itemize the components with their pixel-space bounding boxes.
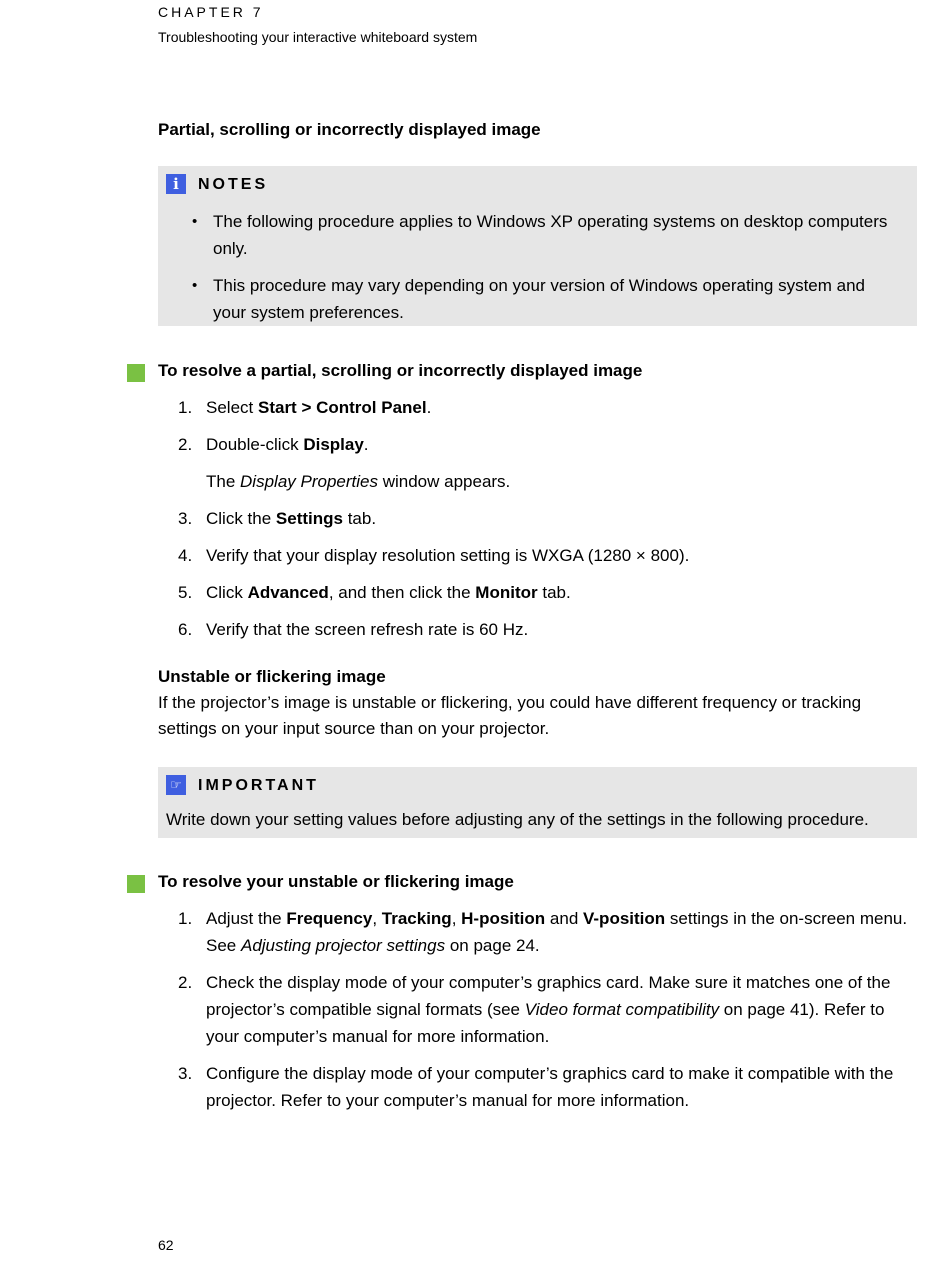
chapter-subtitle: Troubleshooting your interactive whiteboard system: [158, 29, 478, 45]
procedure-title-partial-image: To resolve a partial, scrolling or incorrectly displayed image: [158, 361, 643, 380]
step-ui-label: Tracking: [381, 909, 452, 928]
step-number: 2.: [178, 435, 193, 454]
step-text: ,: [372, 909, 382, 928]
step-item: [178, 505, 918, 532]
section-heading-partial-image: Partial, scrolling or incorrectly displayed image: [158, 120, 541, 139]
procedure-square-icon: [127, 364, 145, 382]
step-item: [178, 1060, 918, 1114]
section-heading-unstable-image: Unstable or flickering image: [158, 667, 386, 686]
step-item: [178, 431, 918, 458]
cross-reference: Video format compatibility: [524, 1000, 720, 1019]
step-text: Click: [206, 583, 248, 602]
procedure-title-unstable-image: To resolve your unstable or flickering image: [158, 872, 514, 891]
step-ui-label: Start > Control Panel: [257, 398, 427, 417]
note-item: • This procedure may vary depending on your version of Windows operating system and your system preferences.: [192, 272, 901, 326]
step-text: on page 24.: [445, 936, 540, 955]
step-text: .: [426, 398, 432, 417]
step-ui-label: Advanced: [247, 583, 329, 602]
step-text: tab.: [537, 583, 571, 602]
step-number: 2.: [178, 973, 193, 992]
step-item: [178, 969, 918, 1050]
step-text: Click the: [206, 509, 276, 528]
step-ui-label: Display: [303, 435, 364, 454]
cross-reference: Adjusting projector settings: [240, 936, 446, 955]
step-item: [178, 542, 918, 569]
notes-box: [158, 166, 917, 326]
step-text: The: [206, 472, 241, 491]
step-ui-label: Frequency: [286, 909, 373, 928]
step-ui-label: H-position: [461, 909, 546, 928]
step-text: settings in the on-screen menu. See: [206, 909, 908, 955]
step-text: Select: [206, 398, 258, 417]
step-result: [178, 468, 918, 495]
step-text: Double-click: [206, 435, 304, 454]
procedure-square-icon: [127, 875, 145, 893]
note-item: • The following procedure applies to Windows XP operating systems on desktop computers only.: [192, 208, 901, 262]
step-text: window appears.: [377, 472, 511, 491]
step-text: .: [363, 435, 369, 454]
procedure-steps-unstable-image: [178, 905, 918, 1124]
important-label: IMPORTANT: [198, 777, 319, 794]
notes-list: [192, 208, 901, 336]
step-item: [178, 579, 918, 606]
chapter-label: CHAPTER 7: [158, 4, 264, 20]
step-number: 3.: [178, 509, 193, 528]
step-number: 5.: [178, 583, 193, 602]
step-number: 4.: [178, 546, 193, 565]
step-number: 3.: [178, 1064, 193, 1083]
step-ui-label: Monitor: [475, 583, 538, 602]
step-item: [178, 394, 918, 421]
step-text: tab.: [342, 509, 377, 528]
section-intro: If the projector’s image is unstable or flickering, you could have different frequency or tracking settings on your input source than on your projector.: [158, 693, 862, 738]
step-text: Verify that the screen refresh rate is 60 Hz.: [206, 620, 529, 639]
step-text: Adjust the: [206, 909, 287, 928]
step-text: ,: [451, 909, 462, 928]
step-number: 6.: [178, 620, 193, 639]
notes-label: NOTES: [198, 176, 269, 193]
step-text: Configure the display mode of your computer’s graphics card to make it compatible with the projector. Refer to your computer’s manual for more information.: [206, 1064, 894, 1110]
step-item: [178, 616, 918, 643]
step-number: 1.: [178, 909, 193, 928]
step-text: and: [545, 909, 583, 928]
step-item: [178, 905, 918, 959]
step-text: , and then click the: [328, 583, 476, 602]
step-ui-label: Settings: [275, 509, 343, 528]
procedure-steps-partial-image: [178, 394, 918, 653]
step-text: on page 41). Refer to your computer’s manual for more information.: [206, 1000, 885, 1046]
important-text: Write down your setting values before adjusting any of the settings in the following procedure.: [166, 810, 869, 829]
step-text: Verify that your display resolution setting is WXGA (1280 × 800).: [206, 546, 690, 565]
page-number: 62: [158, 1237, 174, 1253]
step-window-name: Display Properties: [240, 472, 378, 491]
step-ui-label: V-position: [583, 909, 666, 928]
step-text: Check the display mode of your computer’s graphics card. Make sure it matches one of the projector’s compatible signal formats (see: [206, 973, 891, 1019]
important-box: [158, 767, 917, 838]
info-icon: i: [166, 174, 186, 194]
pointing-hand-icon: ☞: [166, 775, 186, 795]
step-number: 1.: [178, 398, 193, 417]
